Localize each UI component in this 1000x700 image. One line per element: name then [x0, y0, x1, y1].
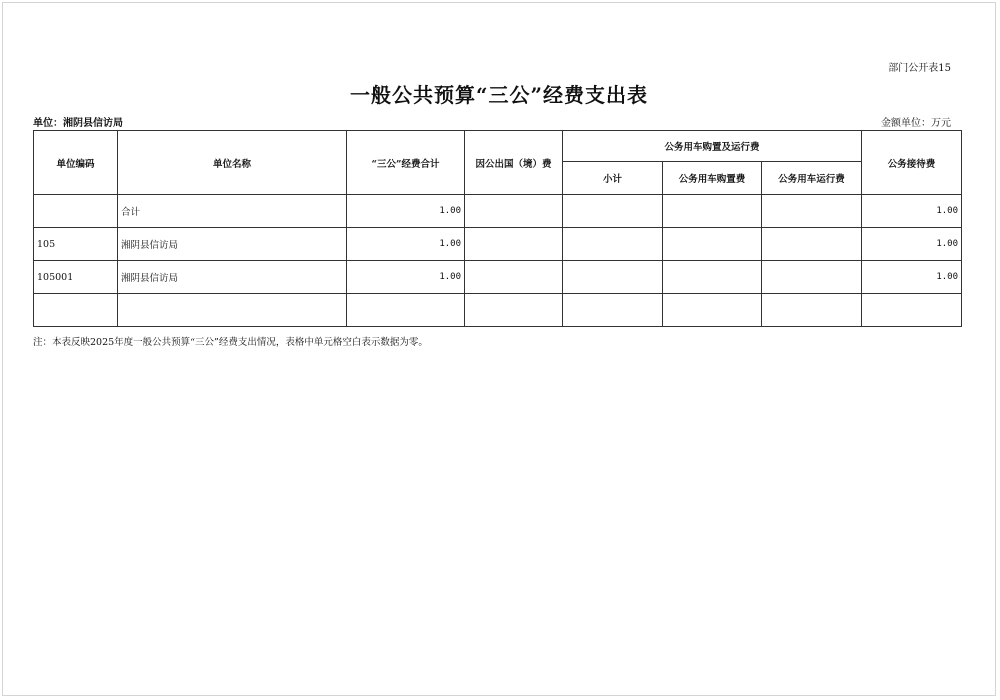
cell-vehicle-operation — [762, 261, 862, 294]
unit-label: 单位：湘阴县信访局 — [33, 118, 123, 129]
cell-reception — [862, 294, 962, 327]
cell-abroad — [465, 228, 563, 261]
page-title: 一般公共预算“三公”经费支出表 — [349, 83, 648, 107]
header-total: “三公”经费合计 — [347, 131, 465, 195]
footnote: 注：本表反映2025年度一般公共预算“三公”经费支出情况，表格中单元格空白表示数据为零。 — [33, 337, 428, 348]
cell-abroad — [465, 294, 563, 327]
cell-abroad — [465, 261, 563, 294]
cell-total: 1.00 — [347, 195, 465, 228]
cell-abroad — [465, 195, 563, 228]
header-abroad: 因公出国（境）费 — [465, 131, 563, 195]
header-unit-name: 单位名称 — [118, 131, 347, 195]
cell-name — [118, 294, 347, 327]
cell-total: 1.00 — [347, 261, 465, 294]
table-row — [34, 294, 962, 327]
header-vehicle-purchase: 公务用车购置费 — [663, 162, 762, 195]
cell-vehicle-purchase — [663, 261, 762, 294]
cell-subtotal — [563, 261, 663, 294]
form-number: 部门公开表15 — [888, 63, 951, 74]
cell-vehicle-operation — [762, 195, 862, 228]
cell-code: 105001 — [34, 261, 118, 294]
cell-total — [347, 294, 465, 327]
cell-subtotal — [563, 294, 663, 327]
cell-name: 湘阴县信访局 — [118, 228, 347, 261]
cell-reception: 1.00 — [862, 195, 962, 228]
table-row — [34, 228, 962, 261]
table-row — [34, 261, 962, 294]
cell-vehicle-operation — [762, 228, 862, 261]
cell-total: 1.00 — [347, 228, 465, 261]
cell-vehicle-purchase — [663, 228, 762, 261]
cell-vehicle-operation — [762, 294, 862, 327]
cell-subtotal — [563, 195, 663, 228]
cell-name: 湘阴县信访局 — [118, 261, 347, 294]
header-unit-code: 单位编码 — [34, 131, 118, 195]
header-subtotal: 小计 — [563, 162, 663, 195]
document-page — [2, 2, 996, 696]
cell-code — [34, 195, 118, 228]
header-vehicle-operation: 公务用车运行费 — [762, 162, 862, 195]
expense-table — [33, 130, 962, 327]
cell-code: 105 — [34, 228, 118, 261]
header-reception: 公务接待费 — [862, 131, 962, 195]
table-row — [34, 195, 962, 228]
cell-vehicle-purchase — [663, 294, 762, 327]
cell-code — [34, 294, 118, 327]
cell-subtotal — [563, 228, 663, 261]
cell-reception: 1.00 — [862, 261, 962, 294]
money-unit-label: 金额单位：万元 — [881, 118, 951, 129]
cell-vehicle-purchase — [663, 195, 762, 228]
cell-name: 合计 — [118, 195, 347, 228]
cell-reception: 1.00 — [862, 228, 962, 261]
header-vehicle-group: 公务用车购置及运行费 — [563, 131, 862, 162]
